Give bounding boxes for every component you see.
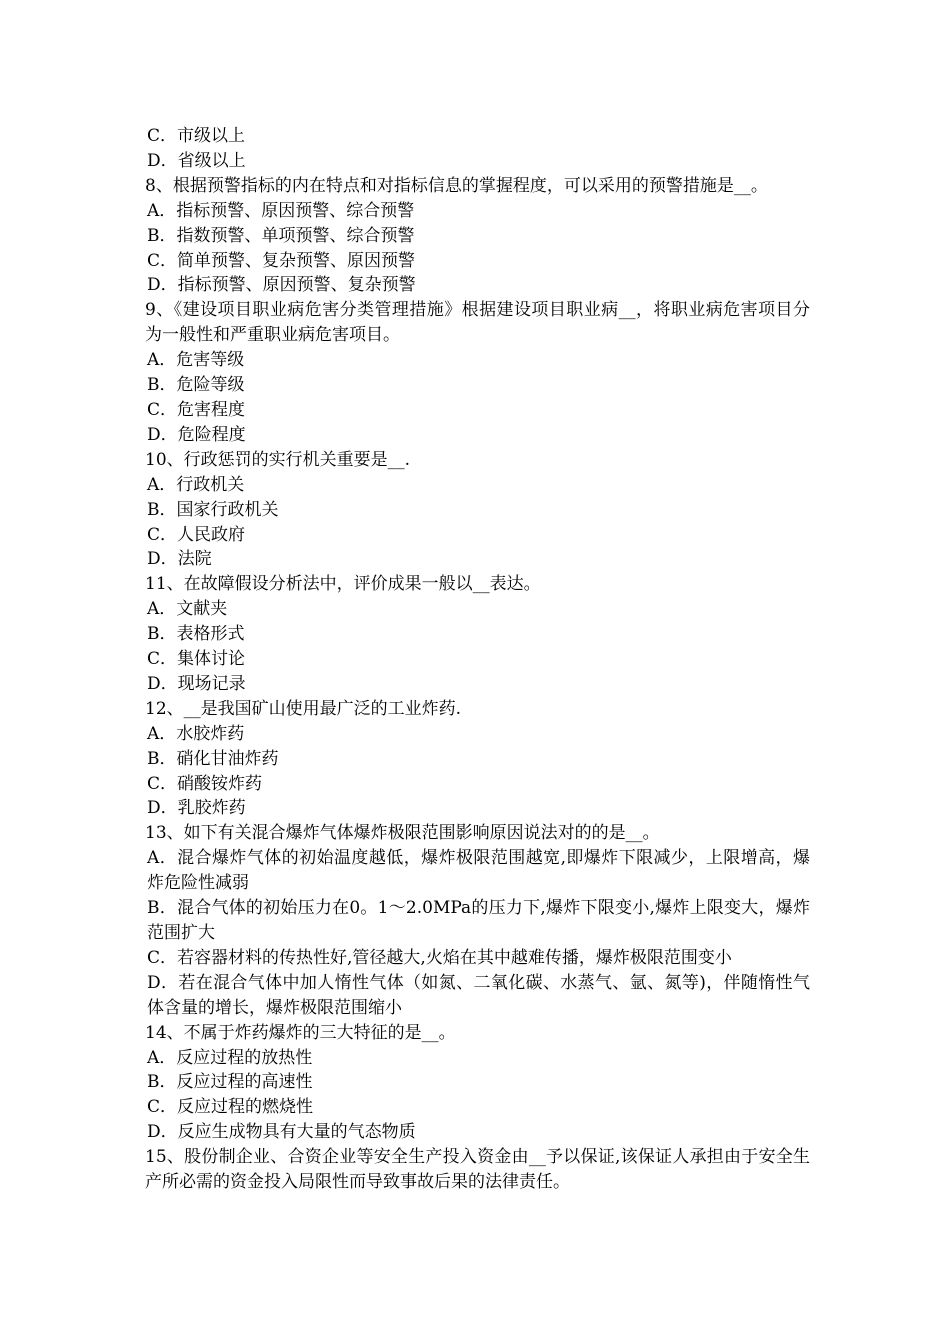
option-line: B．危险等级	[147, 375, 245, 396]
option-line: A．文献夹	[147, 599, 228, 620]
option-line: A．行政机关	[147, 474, 245, 495]
option-line: B．硝化甘油炸药	[147, 748, 279, 769]
option-line: D．法院	[147, 549, 212, 570]
question-line: 13、如下有关混合爆炸气体爆炸极限范围影响原因说法对的的是__。	[145, 823, 660, 844]
option-line: D．省级以上	[147, 150, 246, 171]
option-line: D．危险程度	[147, 424, 246, 445]
option-line: B．国家行政机关	[147, 499, 279, 520]
option-line: B．指数预警、单项预警、综合预警	[147, 225, 415, 246]
question-line: 12、__是我国矿山使用最广泛的工业炸药.	[145, 698, 462, 719]
question-line: 8、根据预警指标的内在特点和对指标信息的掌握程度，可以采用的预警措施是__。	[145, 175, 768, 196]
option-line: B．反应过程的高速性	[147, 1072, 313, 1093]
option-line: D．若在混合气体中加人惰性气体（如氮、二氧化碳、水蒸气、氩、氮等)，伴随惰性气体含量的增长，爆炸极限范围缩小	[147, 972, 810, 1018]
option-line: C．人民政府	[147, 524, 246, 545]
option-line: B．表格形式	[147, 624, 245, 645]
option-line: C．危害程度	[147, 399, 246, 420]
option-line: C．反应过程的燃烧性	[147, 1097, 314, 1118]
option-line: D．反应生成物具有大量的气态物质	[147, 1122, 416, 1143]
option-line: B．混合气体的初始压力在0。1～2.0MPa的压力下,爆炸下限变小,爆炸上限变大，爆炸范围扩大	[147, 898, 810, 943]
question-line: 15、股份制企业、合资企业等安全生产投入资金由__予以保证,该保证人承担由于安全生产所必需的资金投入局限性而导致事故后果的法律责任。	[145, 1147, 810, 1193]
option-line: A．反应过程的放热性	[147, 1047, 313, 1068]
option-line: D．指标预警、原因预警、复杂预警	[147, 275, 416, 296]
question-line: 14、不属于炸药爆炸的三大特征的是__。	[145, 1022, 456, 1043]
option-line: C．集体讨论	[147, 649, 246, 670]
option-line: A．指标预警、原因预警、综合预警	[147, 200, 415, 221]
question-line: 10、行政惩罚的实行机关重要是__.	[145, 449, 411, 470]
option-line: A．混合爆炸气体的初始温度越低，爆炸极限范围越宽,即爆炸下限减少，上限增高，爆炸危险性减弱	[147, 848, 810, 894]
option-line: A．危害等级	[147, 350, 245, 371]
option-line: C．市级以上	[147, 126, 246, 146]
option-line: D．乳胶炸药	[147, 798, 246, 819]
option-line: C．简单预警、复杂预警、原因预警	[147, 250, 416, 271]
option-line: C．若容器材料的传热性好,管径越大,火焰在其中越难传播，爆炸极限范围变小	[147, 947, 732, 968]
option-line: A．水胶炸药	[147, 723, 245, 744]
question-line: 11、在故障假设分析法中，评价成果一般以__表达。	[145, 574, 541, 595]
option-line: C．硝酸铵炸药	[147, 773, 263, 794]
document-body	[145, 124, 810, 1195]
option-line: D．现场记录	[147, 673, 246, 694]
question-line: 9、《建设项目职业病危害分类管理措施》根据建设项目职业病__，将职业病危害项目分为一般性和严重职业病危害项目。	[145, 300, 810, 346]
